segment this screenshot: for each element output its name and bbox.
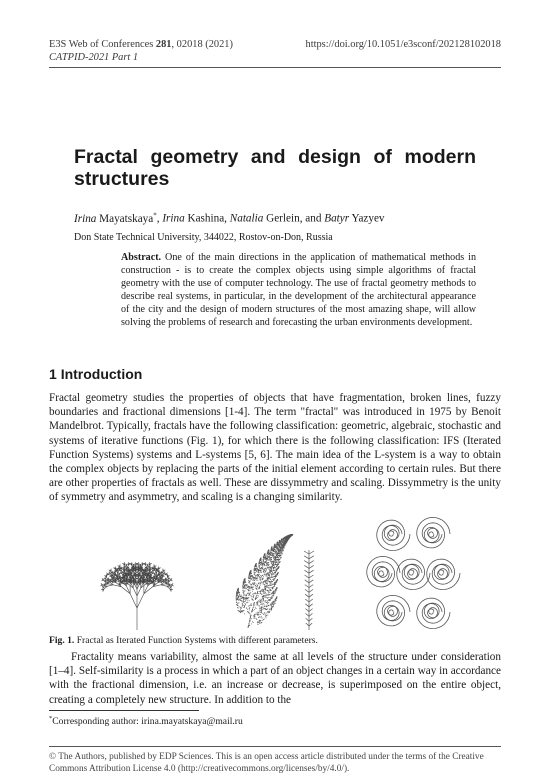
stem-fractal-image [302, 548, 316, 632]
abstract-label: Abstract. [121, 252, 162, 263]
fractal-tree-image [92, 540, 182, 632]
conference-subtitle: CATPID-2021 Part 1 [49, 52, 139, 63]
figure-caption: Fig. 1. Fractal as Iterated Function Systems with different parameters. [49, 635, 318, 646]
fern-image [197, 530, 297, 632]
paper-title: Fractal geometry and design of modern structures [74, 146, 476, 190]
journal-volume: 281 [155, 39, 172, 50]
journal-suffix: , 02018 (2021) [171, 39, 233, 50]
footer-rule [49, 746, 501, 747]
author-list: Irina Mayatskaya*, Irina Kashina, Natalia Gerlein, and Batyr Yazyev [74, 211, 385, 225]
author: Natalia Gerlein [229, 212, 300, 225]
swirl-fractal-image [362, 512, 462, 634]
footnote-rule [49, 710, 199, 711]
abstract [121, 252, 476, 329]
journal-prefix: E3S Web of Conferences [49, 39, 156, 50]
section-heading: 1 Introduction [49, 366, 143, 382]
figure-label: Fig. 1. [49, 635, 75, 646]
affiliation: Don State Technical University, 344022, Rostov-on-Don, Russia [74, 232, 333, 243]
body-paragraph: Fractal geometry studies the properties of objects that have fragmentation, broken lines, fuzzy boundaries and fractional dimensions [1-4]. The term "fractal" was introduced in 1975 by Benoit Mandelbrot. Typically, fractals have the following classification: geometric, algebraic, stochastic and systems of iterative functions (Fig. 1), for which there is the following classification: IFS (Iterated Function Systems) systems and L-systems [5, 6]. The main idea of the L-system is a way to obtain the complex objects by replacing the parts of the initial element according to certain rules. But there are other properties of fractals as well. These are dissymmetry and scaling. Dissymmetry is the unity of symmetry and asymmetry, and scaling is a changing similarity. [49, 392, 501, 504]
footnote: *Corresponding author: irina.mayatskaya@mail.ru [49, 715, 243, 728]
body-paragraph: Fractality means variability, almost the same at all levels of the structure under consideration [1–4]. Self-similarity is a process in which a part of an object changes in a certain way in accordance with the fractional dimension, i.e. an increase or decrease, is superimposed on the entire object, creating a completely new structure. In addition to the [49, 651, 501, 706]
running-header [49, 38, 501, 64]
license-footer: © The Authors, published by EDP Sciences. This is an open access article distributed under the terms of the Creative Commons Attribution License 4.0 (http://creativecommons.org/licenses/by/4.0/). [49, 752, 484, 774]
abstract-text: One of the main directions in the application of mathematical methods in construction - is to create the complex objects using simple algorithms of fractal geometry with the use of computer technology. The use of fractal geometry methods to describe real systems, in particular, in the development of the architectural appearance of the city and the design of modern structures of the most amazing shape, will allow solving the problems of research and forecasting the urban environments development. [121, 252, 476, 328]
doi-link[interactable]: https://doi.org/10.1051/e3sconf/202128102018 [305, 39, 501, 50]
author: Batyr Yazyev [324, 212, 385, 225]
figure-1 [92, 540, 472, 632]
author: Irina Kashina [162, 212, 225, 225]
author: Irina Mayatskaya* [74, 211, 157, 225]
header-rule [49, 67, 501, 68]
